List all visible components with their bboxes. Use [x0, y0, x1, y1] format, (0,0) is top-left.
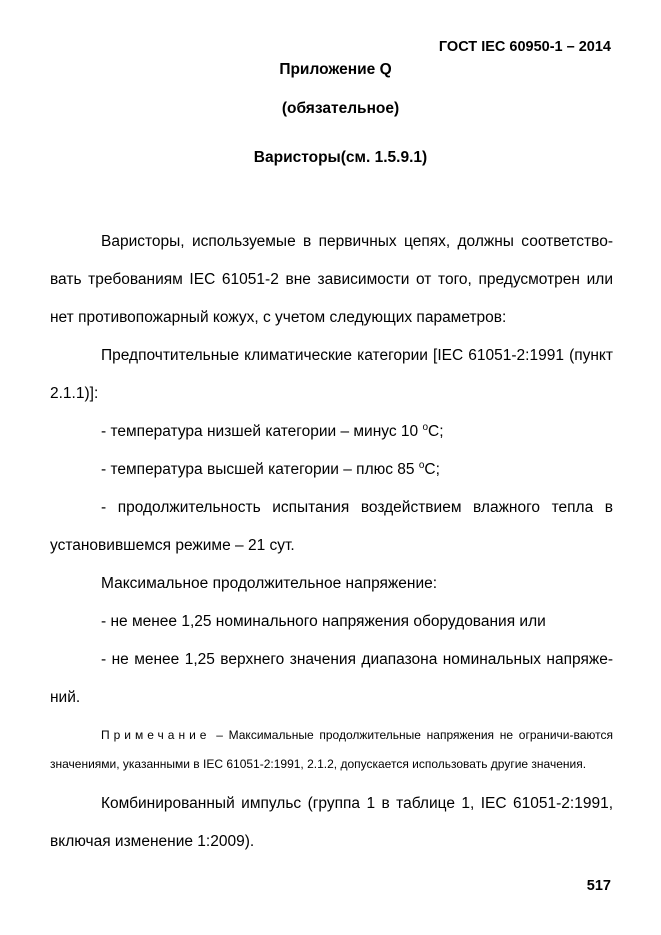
intro-paragraph: Варисторы, используемые в первичных цепях, должны соответство-вать требованиям IEC 61051-2 вне зависимости от того, предусмотрен или нет противопожарный кожух, с учетом следующих параметров: — [50, 233, 613, 326]
document-body — [50, 223, 613, 861]
combined-impulse-paragraph: Комбинированный импульс (группа 1 в таблице 1, IEC 61051-2:1991, включая изменение 1:2009). — [50, 795, 613, 850]
standard-header: ГОСТ IEC 60950-1 – 2014 — [438, 39, 611, 55]
degree-sign: o — [418, 460, 425, 471]
note-label: Примечание — [101, 728, 211, 742]
humidity-item: - продолжительность испытания воздействием влажного тепла в установившемся режиме – 21 сут. — [50, 499, 613, 554]
temperature-high-text: - температура высшей категории – плюс 85 — [101, 461, 419, 478]
voltage-item-2: - не менее 1,25 верхнего значения диапазона номинальных напряже-ний. — [50, 651, 613, 706]
page-number: 517 — [586, 878, 611, 894]
temperature-high-item — [50, 451, 613, 489]
temperature-low-text: - температура низшей категории – минус 10 — [101, 423, 423, 440]
temperature-low-item — [50, 413, 613, 451]
celsius-unit: C; — [424, 461, 440, 478]
annex-status: (обязательное) — [281, 100, 400, 117]
annex-subject: Варисторы(см. 1.5.9.1) — [253, 149, 428, 166]
celsius-unit: C; — [428, 423, 444, 440]
annex-title: Приложение Q — [279, 61, 392, 78]
note-text: – Максимальные продолжительные напряжения не ограничи-ваются значениями, указанными в IEC 61051-2:1991, 2.1.2, допускается использовать другие значения. — [50, 728, 613, 771]
climatic-categories-paragraph: Предпочтительные климатические категории [IEC 61051-2:1991 (пункт 2.1.1)]: — [50, 347, 613, 402]
voltage-item-1: - не менее 1,25 номинального напряжения оборудования или — [101, 613, 546, 630]
degree-sign: o — [422, 422, 428, 433]
note-paragraph — [50, 721, 613, 779]
max-voltage-paragraph: Максимальное продолжительное напряжение: — [101, 575, 438, 592]
